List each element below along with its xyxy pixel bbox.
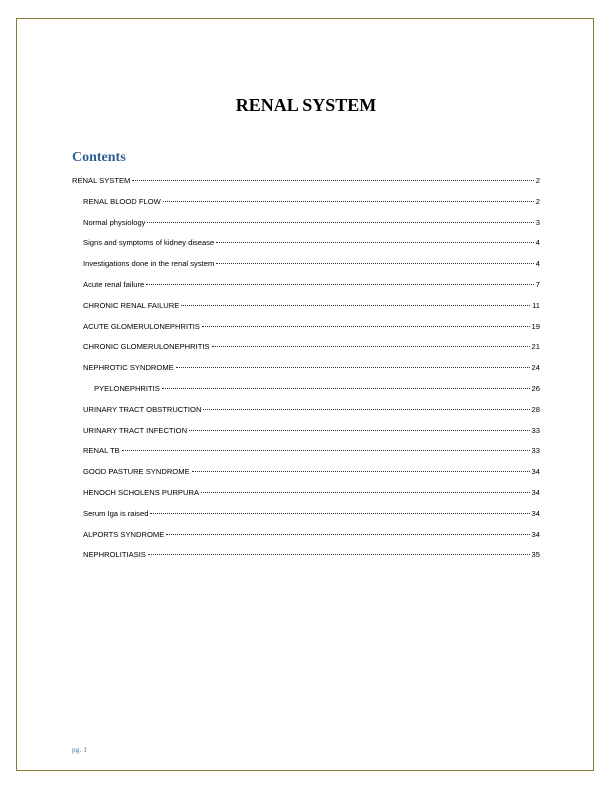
toc-entry-page: 2 (535, 196, 540, 206)
toc-leader-dots (212, 346, 530, 347)
toc-entry-page: 33 (531, 425, 540, 435)
toc-entry-page: 26 (531, 383, 540, 393)
toc-entry[interactable] (72, 446, 540, 467)
toc-entry-label: Investigations done in the renal system (83, 259, 215, 269)
toc-entry-label: CHRONIC RENAL FAILURE (83, 300, 180, 310)
toc-entry-label: CHRONIC GLOMERULONEPHRITIS (83, 342, 210, 352)
toc-entry[interactable] (72, 259, 540, 280)
toc-leader-dots (216, 242, 533, 243)
toc-entry[interactable] (72, 550, 540, 571)
table-of-contents (72, 176, 540, 571)
toc-leader-dots (146, 284, 534, 285)
toc-entry[interactable] (72, 363, 540, 384)
toc-entry[interactable] (72, 488, 540, 509)
toc-entry[interactable] (72, 530, 540, 551)
toc-entry-label: ALPORTS SYNDROME (83, 529, 165, 539)
toc-entry-page: 21 (531, 342, 540, 352)
toc-leader-dots (150, 513, 529, 514)
toc-entry[interactable] (72, 426, 540, 447)
toc-leader-dots (216, 263, 533, 264)
toc-entry[interactable] (72, 238, 540, 259)
toc-entry-label: HENOCH SCHOLENS PURPURA (83, 487, 200, 497)
toc-entry-label: NEPHROLITIASIS (83, 550, 146, 560)
toc-entry-page: 2 (535, 176, 540, 185)
toc-leader-dots (189, 430, 529, 431)
toc-entry-label: URINARY TRACT OBSTRUCTION (83, 404, 202, 414)
toc-leader-dots (192, 471, 530, 472)
toc-entry-page: 34 (531, 487, 540, 497)
toc-entry-page: 4 (535, 259, 540, 269)
toc-entry-page: 4 (535, 238, 540, 248)
document-title: RENAL SYSTEM (235, 95, 377, 115)
toc-leader-dots (147, 222, 533, 223)
toc-entry[interactable] (72, 218, 540, 239)
toc-leader-dots (203, 409, 529, 410)
toc-leader-dots (202, 326, 530, 327)
toc-entry[interactable] (72, 322, 540, 343)
page-number: pg. 1 (72, 745, 87, 754)
toc-entry[interactable] (72, 509, 540, 530)
toc-entry-label: RENAL BLOOD FLOW (83, 196, 161, 206)
toc-leader-dots (181, 305, 530, 306)
toc-entry[interactable] (72, 301, 540, 322)
toc-entry[interactable] (72, 467, 540, 488)
toc-leader-dots (148, 554, 530, 555)
toc-entry-page: 3 (535, 217, 540, 227)
toc-entry[interactable] (72, 176, 540, 197)
toc-entry-label: ACUTE GLOMERULONEPHRITIS (83, 321, 200, 331)
toc-entry[interactable] (72, 197, 540, 218)
toc-entry-label: RENAL TB (83, 446, 120, 456)
toc-entry[interactable] (72, 342, 540, 363)
toc-entry-label: GOOD PASTURE SYNDROME (83, 467, 190, 477)
toc-leader-dots (122, 450, 530, 451)
toc-entry-label: PYELONEPHRITIS (94, 383, 160, 393)
toc-entry-page: 33 (531, 446, 540, 456)
toc-entry[interactable] (72, 384, 540, 405)
toc-entry-page: 11 (532, 300, 540, 310)
toc-entry-page: 34 (531, 508, 540, 518)
toc-entry-label: Acute renal failure (83, 279, 145, 289)
toc-entry-page: 7 (535, 279, 540, 289)
toc-leader-dots (201, 492, 530, 493)
toc-entry-label: Normal physiology (83, 217, 146, 227)
toc-leader-dots (166, 534, 529, 535)
toc-leader-dots (163, 201, 534, 202)
toc-entry-label: URINARY TRACT INFECTION (83, 425, 188, 435)
toc-entry-label: Serum Iga is raised (83, 508, 149, 518)
toc-entry-page: 34 (531, 529, 540, 539)
toc-entry-page: 19 (531, 321, 540, 331)
toc-entry-page: 35 (531, 550, 540, 560)
toc-entry[interactable] (72, 280, 540, 301)
toc-entry-page: 24 (531, 363, 540, 373)
toc-entry-page: 34 (531, 467, 540, 477)
toc-entry-label: NEPHROTIC SYNDROME (83, 363, 174, 373)
toc-leader-dots (132, 180, 533, 181)
toc-leader-dots (162, 388, 530, 389)
toc-entry[interactable] (72, 405, 540, 426)
contents-heading: Contents (72, 150, 126, 165)
toc-leader-dots (176, 367, 530, 368)
toc-entry-label: RENAL SYSTEM (72, 176, 131, 185)
toc-entry-page: 28 (531, 404, 540, 414)
toc-entry-label: Signs and symptoms of kidney disease (83, 238, 215, 248)
